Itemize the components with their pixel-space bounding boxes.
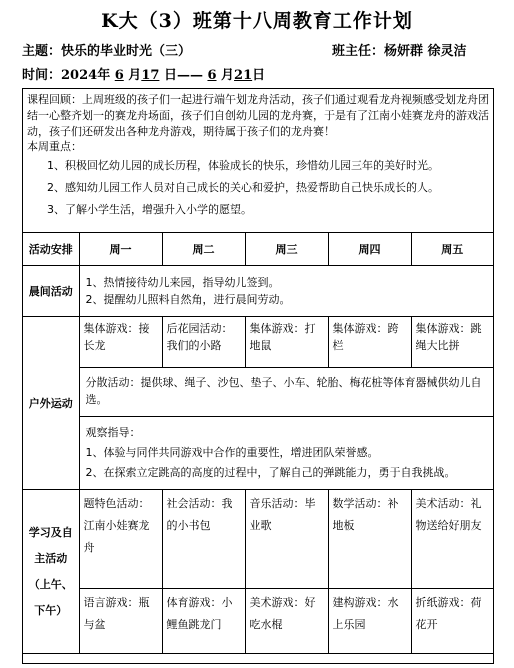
- outdoor-game: 集体游戏：跨栏: [328, 317, 411, 368]
- study-label-line: 主活动: [34, 551, 68, 565]
- study-game: 折纸游戏：荷花开: [411, 589, 493, 654]
- header-cell: 周四: [328, 233, 411, 266]
- time-label: 时间：: [22, 68, 62, 83]
- theme-label: 主题：: [22, 44, 62, 59]
- study-label-line: 学习及自: [28, 525, 73, 539]
- morning-label: 晨间活动: [23, 266, 79, 317]
- outdoor-game: 后花园活动：我们的小路: [162, 317, 245, 368]
- study-game: 美术游戏：好吃水棍: [245, 589, 328, 654]
- teacher-label: 班主任：: [332, 44, 385, 59]
- outdoor-observe-row: [23, 417, 493, 490]
- study-activity: 数学活动：补地板: [328, 490, 411, 589]
- header-cell: 活动安排: [23, 233, 79, 266]
- focus-point: 1、积极回忆幼儿园的成长历程，体验成长的快乐，珍惜幼儿园三年的美好时光。: [47, 159, 439, 173]
- page-title: K大（3）班第十八周教育工作计划: [101, 10, 413, 32]
- time-sep: 日——: [163, 68, 208, 83]
- outdoor-group-row: [23, 368, 493, 417]
- study-game: 建构游戏：水上乐园: [328, 589, 411, 654]
- outdoor-group-activity: 分散活动：提供球、绳子、沙包、垫子、小车、轮胎、梅花桩等体育器械供幼儿自选。: [79, 368, 493, 417]
- outdoor-game: 集体游戏：接长龙: [79, 317, 162, 368]
- time-year: 2024年: [61, 68, 111, 83]
- morning-row: [23, 266, 493, 317]
- observe-line: 1、体验与同伴共同游戏中合作的重要性，增进团队荣誉感。: [85, 446, 379, 459]
- time-month-start: 6: [114, 68, 124, 83]
- outdoor-observe: [79, 417, 493, 490]
- focus-title: 本周重点：: [27, 140, 82, 154]
- study-row-1: [23, 490, 493, 589]
- teacher-value: 杨妍群 徐灵洁: [384, 44, 467, 59]
- study-game: 语言游戏：瓶与盆: [79, 589, 162, 654]
- teacher-line: [332, 40, 467, 59]
- header-cell: 周二: [162, 233, 245, 266]
- study-activity: 音乐活动：毕业歌: [245, 490, 328, 589]
- header-cell: 周五: [411, 233, 493, 266]
- focus-point: 2、感知幼儿园工作人员对自己成长的关心和爱护，热爱帮助自己快乐成长的人。: [47, 180, 439, 194]
- time-day-start: 17: [141, 68, 160, 83]
- theme-value: 快乐的毕业时光（三）: [61, 44, 192, 59]
- study-activity: 题特色活动：江南小娃赛龙舟: [79, 490, 162, 589]
- outdoor-game: 集体游戏：跳绳大比拼: [411, 317, 493, 368]
- header-cell: 周三: [245, 233, 328, 266]
- time-day-end: 21: [234, 68, 253, 83]
- outdoor-game: 集体游戏：打地鼠: [245, 317, 328, 368]
- observe-line: 2、在探索立定跳高的高度的过程中，了解自己的弹跳能力，勇于自我挑战。: [85, 466, 456, 479]
- study-row-2: [23, 589, 493, 654]
- time-line: 时间：2024年 6 月17 日—— 6 月21日: [22, 68, 266, 83]
- study-label-line: （上午、: [28, 577, 73, 591]
- theme-line: [22, 40, 191, 59]
- morning-line: 1、热情接待幼儿来园，指导幼儿签到。: [85, 276, 280, 289]
- time-end: 日: [252, 68, 266, 83]
- schedule-table: [23, 233, 493, 654]
- study-activity: 美术活动：礼物送给好朋友: [411, 490, 493, 589]
- outdoor-label: 户外运动: [23, 317, 79, 490]
- morning-content: [79, 266, 493, 317]
- focus-point: 3、了解小学生活，增强升入小学的愿望。: [47, 202, 252, 216]
- time-month-end: 6: [207, 68, 217, 83]
- header-cell: 周一: [79, 233, 162, 266]
- plan-sheet: [22, 88, 494, 664]
- focus-list: [27, 158, 489, 217]
- study-label-line: 下午）: [34, 603, 68, 617]
- study-game: 体育游戏：小鲤鱼跳龙门: [162, 589, 245, 654]
- observe-title: 观察指导：: [85, 426, 141, 439]
- morning-line: 2、提醒幼儿照料自然角，进行晨间劳动。: [85, 293, 291, 306]
- study-label: [23, 490, 79, 654]
- study-activity: 社会活动：我的小书包: [162, 490, 245, 589]
- intro-box: [23, 89, 493, 233]
- course-review: 课程回顾：上周班级的孩子们一起进行端午划龙舟活动，孩子们通过观看龙舟视频感受划龙舟团结一心整齐划一的赛龙舟场面，孩子们自创幼儿园的龙舟赛，于是有了江南小娃赛龙舟的游戏活动，孩子们还研发出各种龙舟游戏，期待属于孩子们的龙舟赛！: [27, 93, 489, 138]
- header-row: [23, 233, 493, 266]
- outdoor-games-row: [23, 317, 493, 368]
